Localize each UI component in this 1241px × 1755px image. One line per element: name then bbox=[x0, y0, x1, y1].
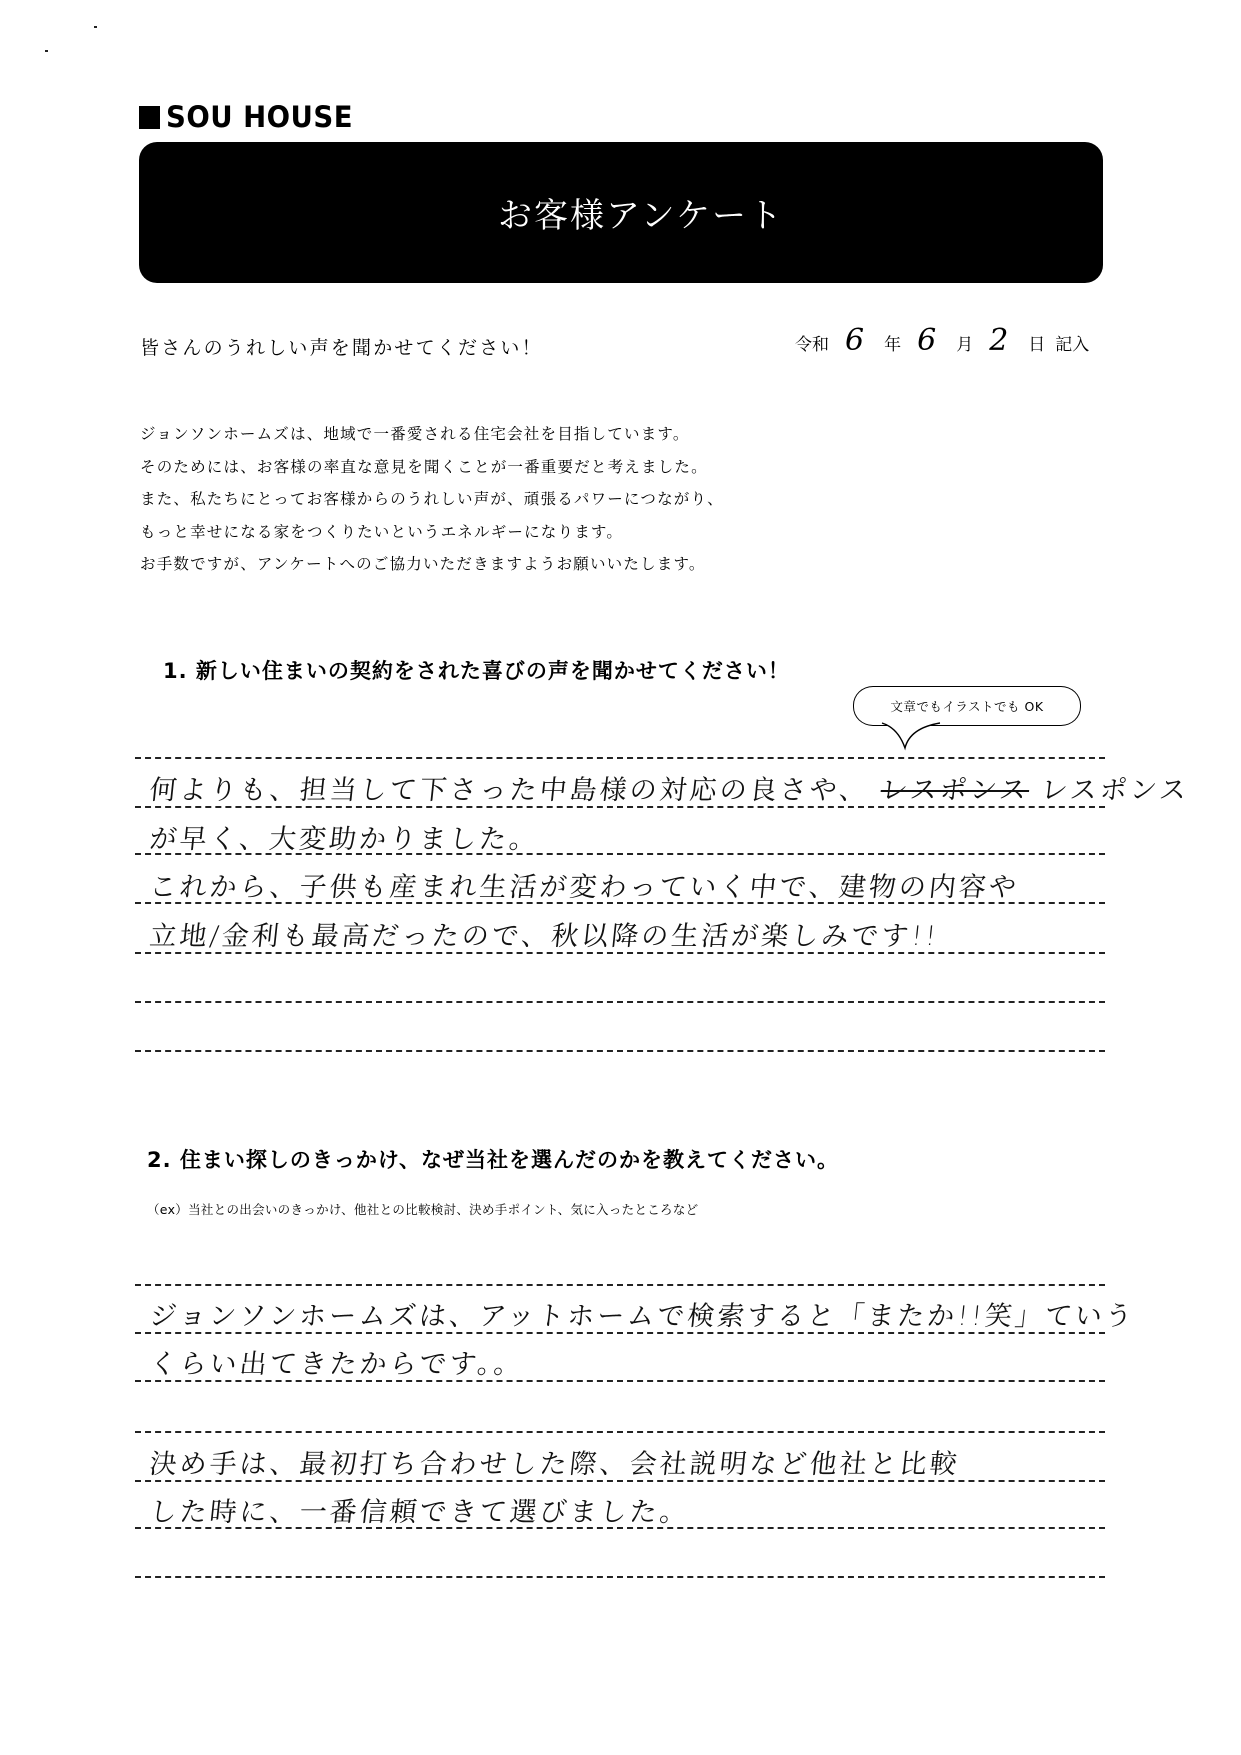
day-value[interactable]: 2 bbox=[989, 323, 1009, 358]
struck-text: レスポンス bbox=[879, 775, 1031, 806]
intro-paragraph bbox=[140, 418, 724, 581]
scan-speck bbox=[45, 50, 48, 52]
question-2-hint: （ex）当社との出会いのきっかけ、他社との比較検討、決め手ポイント、気に入ったところなど bbox=[147, 1202, 699, 1217]
day-label: 日 bbox=[1028, 335, 1046, 355]
year-label: 年 bbox=[884, 335, 902, 355]
answer-rule bbox=[135, 1001, 1105, 1003]
handwritten-answer-line[interactable] bbox=[148, 768, 1192, 807]
speech-bubble-tail-icon bbox=[880, 722, 950, 752]
handwritten-answer-line[interactable]: が早く、大変助かりました。 bbox=[148, 824, 541, 855]
date-field bbox=[795, 323, 1090, 358]
handwritten-answer-line[interactable]: 決め手は、最初打ち合わせした際、会社説明など他社と比較 bbox=[148, 1449, 962, 1480]
answer-rule bbox=[135, 1050, 1105, 1052]
year-value[interactable]: 6 bbox=[845, 323, 865, 358]
intro-line: もっと幸せになる家をつくりたいというエネルギーになります。 bbox=[140, 522, 624, 541]
answer-text: 何よりも、担当して下さった中島様の対応の良さや、 bbox=[148, 775, 871, 806]
question-1-heading: 1. 新しい住まいの契約をされた喜びの声を聞かせてください！ bbox=[163, 659, 790, 683]
answer-rule bbox=[135, 1284, 1105, 1286]
title-banner bbox=[139, 142, 1103, 283]
intro-line: ジョンソンホームズは、地域で一番愛される住宅会社を目指しています。 bbox=[140, 425, 690, 443]
intro-line: そのためには、お客様の率直な意見を聞くことが一番重要だと考えました。 bbox=[140, 457, 708, 476]
month-label: 月 bbox=[956, 335, 974, 355]
month-value[interactable]: 6 bbox=[917, 323, 937, 358]
page-title: お客様アンケート bbox=[498, 196, 784, 236]
answer-rule bbox=[135, 757, 1105, 759]
answer-rule bbox=[135, 1431, 1105, 1433]
answer-text: レスポンス bbox=[1039, 775, 1191, 806]
scan-speck bbox=[94, 26, 97, 28]
bubble-text: 文章でもイラストでも OK bbox=[890, 699, 1044, 714]
handwritten-answer-line[interactable]: ジョンソンホームズは、アットホームで検索すると「またか!!笑」ていう bbox=[148, 1301, 1137, 1332]
intro-line: お手数ですが、アンケートへのご協力いただきますようお願いいたします。 bbox=[140, 555, 706, 573]
written-label: 記入 bbox=[1055, 335, 1090, 355]
handwritten-answer-line[interactable]: 立地/金利も最高だったので、秋以降の生活が楽しみです!! bbox=[148, 921, 941, 952]
greeting-text: 皆さんのうれしい声を聞かせてください！ bbox=[140, 337, 543, 359]
brand-name: SOU HOUSE bbox=[166, 100, 354, 134]
handwritten-answer-line[interactable]: した時に、一番信頼できて選びました。 bbox=[148, 1497, 692, 1528]
answer-rule bbox=[135, 1576, 1105, 1578]
brand-logo bbox=[139, 100, 363, 134]
intro-line: また、私たちにとってお客様からのうれしい声が、頑張るパワーにつながり、 bbox=[140, 490, 724, 508]
handwritten-answer-line[interactable]: くらい出てきたからです。。 bbox=[148, 1349, 526, 1380]
era-label: 令和 bbox=[795, 335, 829, 355]
speech-bubble bbox=[853, 686, 1081, 726]
handwritten-answer-line[interactable]: これから、子供も産まれ生活が変わっていく中で、建物の内容や bbox=[148, 872, 1021, 903]
brand-square-icon bbox=[139, 106, 160, 129]
question-2-heading: 2. 住まい探しのきっかけ、なぜ当社を選んだのかを教えてください。 bbox=[147, 1148, 840, 1172]
